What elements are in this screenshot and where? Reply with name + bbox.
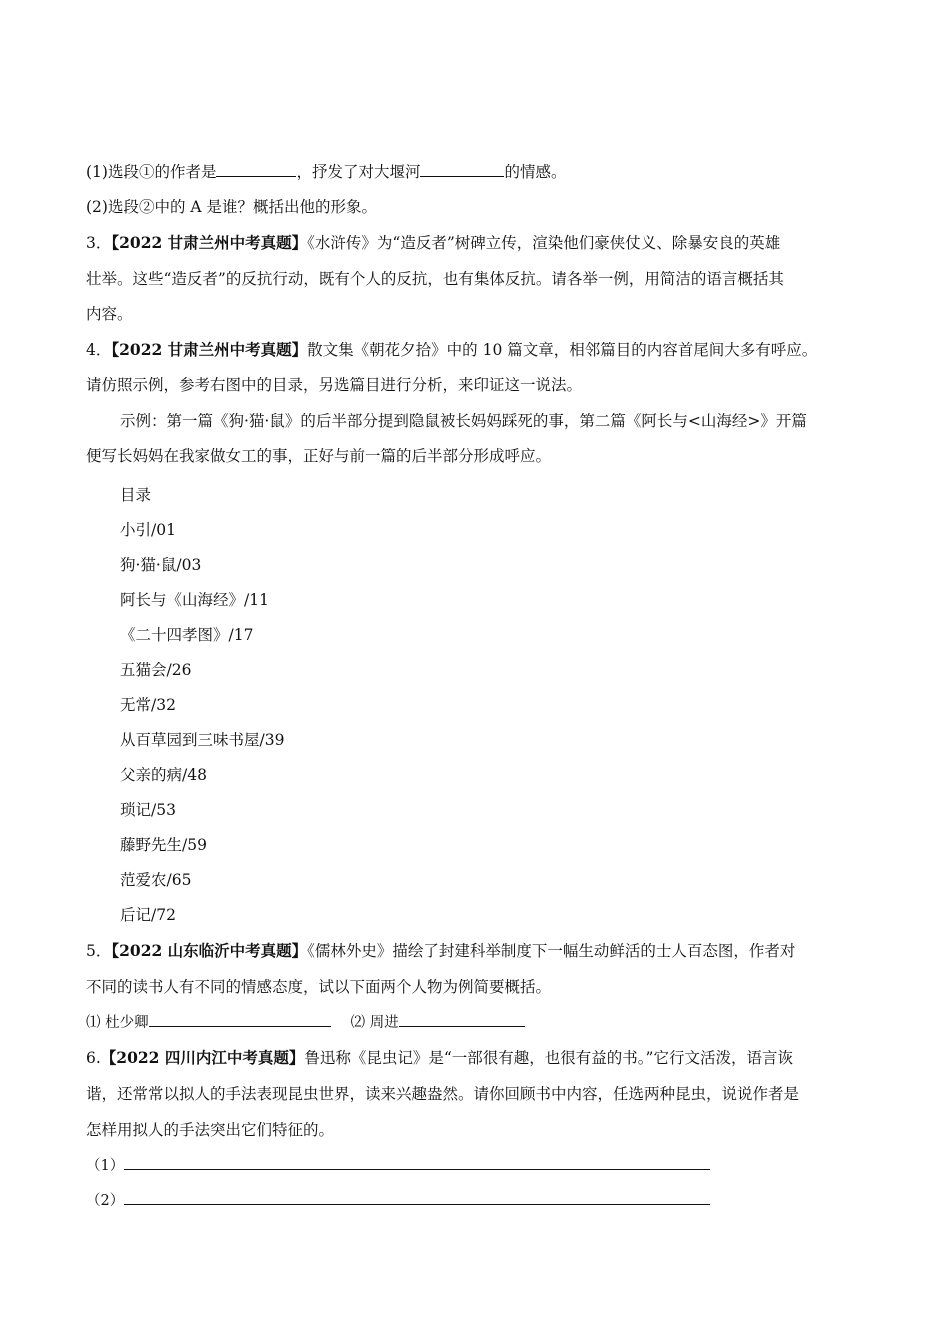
q4-example-line2: 便写长妈妈在我家做女工的事，正好与前一篇的后半部分形成呼应。	[86, 447, 552, 465]
q3-line1	[86, 232, 866, 254]
q3-line2: 壮举。这些“造反者”的反抗行动，既有个人的反抗，也有集体反抗。请各举一例，用简洁的语言概括其	[86, 270, 784, 288]
answer-blank[interactable]	[149, 1012, 331, 1027]
q5-line1	[86, 940, 866, 962]
q4-line2: 请仿照示例，参考右图中的目录，另选篇目进行分析，来印证这一说法。	[86, 376, 583, 394]
q6-answer2	[86, 1190, 866, 1212]
toc-item: 阿长与《山海经》/11	[120, 591, 269, 609]
toc-item: 父亲的病/48	[120, 766, 207, 784]
q6-answer2-label: （2）	[86, 1193, 125, 1209]
q5-number: 5．	[86, 942, 112, 960]
q1-sub1-mid: ，抒发了对大堰河	[296, 163, 421, 181]
q3-text: 《水浒传》为“造反者”树碑立传，渲染他们豪侠仗义、除暴安良的英雄	[307, 234, 781, 252]
q5-source: 【2022 山东临沂中考真题】	[111, 941, 308, 960]
q3-number: 3．	[86, 234, 112, 252]
q6-source: 【2022 四川内江中考真题】	[100, 1048, 305, 1067]
q6-text: 鲁迅称《昆虫记》是“一部很有趣，也很有益的书。”它行文活泼，语言诙	[304, 1049, 793, 1067]
q6-line3: 怎样用拟人的手法突出它们特征的。	[86, 1121, 335, 1139]
q5-line2: 不同的读书人有不同的情感态度，试以下面两个人物为例简要概括。	[86, 978, 552, 996]
q5-item2: ⑵ 周进	[350, 1015, 399, 1031]
q5-text: 《儒林外史》描绘了封建科举制度下一幅生动鲜活的士人百态图，作者对	[307, 942, 796, 960]
answer-blank[interactable]	[124, 1190, 710, 1205]
toc-item: 《二十四孝图》/17	[120, 626, 254, 644]
q3-line3: 内容。	[86, 305, 133, 323]
toc-item: 琐记/53	[120, 801, 176, 819]
answer-blank[interactable]	[124, 1155, 710, 1170]
q4-example-line1: 示例：第一篇《狗·猫·鼠》的后半部分提到隐鼠被长妈妈踩死的事，第二篇《阿长与<山海经>》开篇	[120, 412, 807, 430]
q6-answer1-label: （1）	[86, 1158, 125, 1174]
q3-source: 【2022 甘肃兰州中考真题】	[111, 233, 308, 252]
toc-item: 无常/32	[120, 696, 176, 714]
toc-item: 范爱农/65	[120, 871, 192, 889]
answer-blank[interactable]	[399, 1012, 525, 1027]
toc-item: 后记/72	[120, 906, 176, 924]
q1-sub1-pre: (1)选段①的作者是	[86, 163, 217, 181]
toc-item: 从百草园到三味书屋/39	[120, 731, 285, 749]
q6-line1	[86, 1047, 866, 1069]
q4-number: 4．	[86, 341, 112, 359]
answer-blank[interactable]	[420, 162, 504, 177]
q1-sub2: (2)选段②中的 A 是谁？概括出他的形象。	[86, 198, 378, 216]
q6-line2: 谐，还常常以拟人的手法表现昆虫世界，读来兴趣盎然。请你回顾书中内容，任选两种昆虫，说说作者是	[86, 1085, 800, 1103]
q4-line1	[86, 339, 866, 361]
q6-answer1	[86, 1155, 866, 1177]
q6-number: 6.	[86, 1049, 101, 1067]
toc-item: 狗·猫·鼠/03	[120, 556, 202, 574]
toc-item: 五猫会/26	[120, 661, 192, 679]
toc-item: 小引/01	[120, 521, 176, 539]
answer-blank[interactable]	[216, 162, 296, 177]
toc-heading: 目录	[120, 486, 152, 504]
q4-source: 【2022 甘肃兰州中考真题】	[111, 340, 308, 359]
q1-sub1	[86, 161, 866, 183]
q1-sub1-post: 的情感。	[504, 163, 567, 181]
toc-item: 藤野先生/59	[120, 836, 207, 854]
q5-item1: ⑴ 杜少卿	[86, 1015, 149, 1031]
q4-text: 散文集《朝花夕拾》中的 10 篇文章，相邻篇目的内容首尾间大多有呼应。	[307, 341, 818, 359]
q5-answers	[86, 1012, 866, 1034]
